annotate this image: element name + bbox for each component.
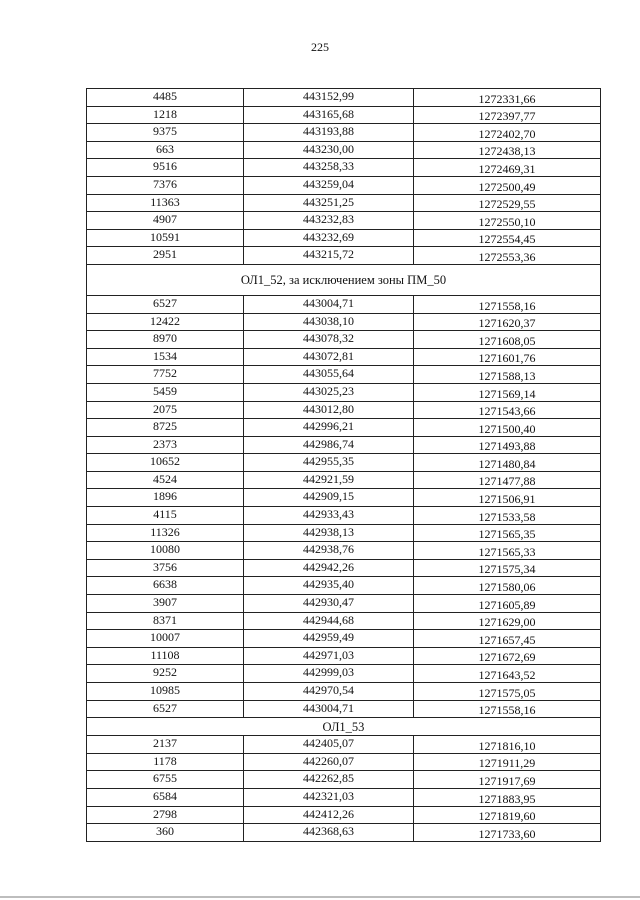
table-row bbox=[87, 788, 601, 806]
y-coordinate-cell: 1272529,55 bbox=[414, 194, 601, 212]
table-row bbox=[87, 454, 601, 472]
x-coordinate-cell: 442999,03 bbox=[244, 665, 414, 683]
x-coordinate-cell: 443259,04 bbox=[244, 176, 414, 194]
table-row bbox=[87, 524, 601, 542]
x-coordinate-cell: 442412,26 bbox=[244, 806, 414, 824]
y-coordinate-cell: 1271565,33 bbox=[414, 542, 601, 560]
table-row bbox=[87, 313, 601, 331]
point-number-cell: 11363 bbox=[87, 194, 244, 212]
table-row bbox=[87, 489, 601, 507]
point-number-cell: 1534 bbox=[87, 348, 244, 366]
y-coordinate-cell: 1271643,52 bbox=[414, 665, 601, 683]
x-coordinate-cell: 442959,49 bbox=[244, 630, 414, 648]
y-coordinate-cell: 1271533,58 bbox=[414, 507, 601, 525]
point-number-cell: 10080 bbox=[87, 542, 244, 560]
x-coordinate-cell: 443038,10 bbox=[244, 313, 414, 331]
x-coordinate-cell: 442944,68 bbox=[244, 612, 414, 630]
table-row bbox=[87, 595, 601, 613]
x-coordinate-cell: 442955,35 bbox=[244, 454, 414, 472]
point-number-cell: 8970 bbox=[87, 331, 244, 349]
x-coordinate-cell: 443004,71 bbox=[244, 700, 414, 718]
point-number-cell: 4907 bbox=[87, 212, 244, 230]
point-number-cell: 12422 bbox=[87, 313, 244, 331]
point-number-cell: 4524 bbox=[87, 471, 244, 489]
x-coordinate-cell: 443055,64 bbox=[244, 366, 414, 384]
y-coordinate-cell: 1272469,31 bbox=[414, 159, 601, 177]
x-coordinate-cell: 443165,68 bbox=[244, 106, 414, 124]
section-header-row bbox=[87, 264, 601, 295]
point-number-cell: 10652 bbox=[87, 454, 244, 472]
x-coordinate-cell: 442935,40 bbox=[244, 577, 414, 595]
coordinates-table-body bbox=[87, 89, 601, 842]
x-coordinate-cell: 443232,69 bbox=[244, 229, 414, 247]
x-coordinate-cell: 443078,32 bbox=[244, 331, 414, 349]
y-coordinate-cell: 1271480,84 bbox=[414, 454, 601, 472]
x-coordinate-cell: 443251,25 bbox=[244, 194, 414, 212]
table-row bbox=[87, 419, 601, 437]
x-coordinate-cell: 443072,81 bbox=[244, 348, 414, 366]
y-coordinate-cell: 1271543,66 bbox=[414, 401, 601, 419]
point-number-cell: 6638 bbox=[87, 577, 244, 595]
point-number-cell: 5459 bbox=[87, 383, 244, 401]
x-coordinate-cell: 443230,00 bbox=[244, 141, 414, 159]
point-number-cell: 2951 bbox=[87, 247, 244, 265]
x-coordinate-cell: 443004,71 bbox=[244, 295, 414, 313]
point-number-cell: 10007 bbox=[87, 630, 244, 648]
y-coordinate-cell: 1272397,77 bbox=[414, 106, 601, 124]
point-number-cell: 3907 bbox=[87, 595, 244, 613]
point-number-cell: 3756 bbox=[87, 559, 244, 577]
point-number-cell: 7376 bbox=[87, 176, 244, 194]
x-coordinate-cell: 442938,13 bbox=[244, 524, 414, 542]
point-number-cell: 8371 bbox=[87, 612, 244, 630]
x-coordinate-cell: 442971,03 bbox=[244, 647, 414, 665]
table-row bbox=[87, 348, 601, 366]
point-number-cell: 10985 bbox=[87, 683, 244, 701]
table-row bbox=[87, 383, 601, 401]
x-coordinate-cell: 442938,76 bbox=[244, 542, 414, 560]
table-row bbox=[87, 331, 601, 349]
y-coordinate-cell: 1271588,13 bbox=[414, 366, 601, 384]
x-coordinate-cell: 442260,07 bbox=[244, 753, 414, 771]
table-row bbox=[87, 771, 601, 789]
point-number-cell: 2373 bbox=[87, 436, 244, 454]
x-coordinate-cell: 442921,59 bbox=[244, 471, 414, 489]
point-number-cell: 1178 bbox=[87, 753, 244, 771]
table-row bbox=[87, 229, 601, 247]
y-coordinate-cell: 1271601,76 bbox=[414, 348, 601, 366]
x-coordinate-cell: 443025,23 bbox=[244, 383, 414, 401]
table-row bbox=[87, 683, 601, 701]
y-coordinate-cell: 1272438,13 bbox=[414, 141, 601, 159]
y-coordinate-cell: 1271558,16 bbox=[414, 295, 601, 313]
x-coordinate-cell: 442405,07 bbox=[244, 736, 414, 754]
table-row bbox=[87, 577, 601, 595]
point-number-cell: 6755 bbox=[87, 771, 244, 789]
y-coordinate-cell: 1271506,91 bbox=[414, 489, 601, 507]
table-row bbox=[87, 366, 601, 384]
point-number-cell: 4115 bbox=[87, 507, 244, 525]
x-coordinate-cell: 442909,15 bbox=[244, 489, 414, 507]
x-coordinate-cell: 442321,03 bbox=[244, 788, 414, 806]
y-coordinate-cell: 1272500,49 bbox=[414, 176, 601, 194]
y-coordinate-cell: 1272402,70 bbox=[414, 124, 601, 142]
y-coordinate-cell: 1271883,95 bbox=[414, 788, 601, 806]
x-coordinate-cell: 443232,83 bbox=[244, 212, 414, 230]
point-number-cell: 11108 bbox=[87, 647, 244, 665]
table-row bbox=[87, 141, 601, 159]
point-number-cell: 2798 bbox=[87, 806, 244, 824]
table-row bbox=[87, 176, 601, 194]
y-coordinate-cell: 1271657,45 bbox=[414, 630, 601, 648]
point-number-cell: 9516 bbox=[87, 159, 244, 177]
point-number-cell: 1896 bbox=[87, 489, 244, 507]
table-row bbox=[87, 89, 601, 107]
table-row bbox=[87, 124, 601, 142]
x-coordinate-cell: 443012,80 bbox=[244, 401, 414, 419]
point-number-cell: 4485 bbox=[87, 89, 244, 107]
y-coordinate-cell: 1271500,40 bbox=[414, 419, 601, 437]
x-coordinate-cell: 442262,85 bbox=[244, 771, 414, 789]
section-title: ОЛ1_52, за исключением зоны ПМ_50 bbox=[87, 264, 601, 295]
x-coordinate-cell: 443193,88 bbox=[244, 124, 414, 142]
section-title: ОЛ1_53 bbox=[87, 718, 601, 736]
y-coordinate-cell: 1271558,16 bbox=[414, 700, 601, 718]
x-coordinate-cell: 442986,74 bbox=[244, 436, 414, 454]
y-coordinate-cell: 1272331,66 bbox=[414, 89, 601, 107]
page-number: 225 bbox=[311, 40, 329, 54]
coordinates-table bbox=[86, 88, 601, 842]
table-row bbox=[87, 824, 601, 842]
y-coordinate-cell: 1271816,10 bbox=[414, 736, 601, 754]
y-coordinate-cell: 1271605,89 bbox=[414, 595, 601, 613]
table-row bbox=[87, 559, 601, 577]
table-row bbox=[87, 159, 601, 177]
y-coordinate-cell: 1271819,60 bbox=[414, 806, 601, 824]
table-row bbox=[87, 401, 601, 419]
table-row bbox=[87, 507, 601, 525]
y-coordinate-cell: 1272554,45 bbox=[414, 229, 601, 247]
point-number-cell: 663 bbox=[87, 141, 244, 159]
point-number-cell: 6584 bbox=[87, 788, 244, 806]
table-row bbox=[87, 106, 601, 124]
y-coordinate-cell: 1271620,37 bbox=[414, 313, 601, 331]
point-number-cell: 10591 bbox=[87, 229, 244, 247]
x-coordinate-cell: 443258,33 bbox=[244, 159, 414, 177]
y-coordinate-cell: 1271477,88 bbox=[414, 471, 601, 489]
y-coordinate-cell: 1271575,34 bbox=[414, 559, 601, 577]
point-number-cell: 9375 bbox=[87, 124, 244, 142]
table-row bbox=[87, 753, 601, 771]
y-coordinate-cell: 1271565,35 bbox=[414, 524, 601, 542]
point-number-cell: 1218 bbox=[87, 106, 244, 124]
y-coordinate-cell: 1271629,00 bbox=[414, 612, 601, 630]
y-coordinate-cell: 1271580,06 bbox=[414, 577, 601, 595]
y-coordinate-cell: 1271569,14 bbox=[414, 383, 601, 401]
table-row bbox=[87, 212, 601, 230]
table-row bbox=[87, 436, 601, 454]
section-header-row bbox=[87, 718, 601, 736]
y-coordinate-cell: 1272553,36 bbox=[414, 247, 601, 265]
table-row bbox=[87, 806, 601, 824]
table-row bbox=[87, 647, 601, 665]
x-coordinate-cell: 443215,72 bbox=[244, 247, 414, 265]
y-coordinate-cell: 1271733,60 bbox=[414, 824, 601, 842]
point-number-cell: 2137 bbox=[87, 736, 244, 754]
table-row bbox=[87, 665, 601, 683]
point-number-cell: 6527 bbox=[87, 700, 244, 718]
table-row bbox=[87, 612, 601, 630]
x-coordinate-cell: 442996,21 bbox=[244, 419, 414, 437]
y-coordinate-cell: 1271493,88 bbox=[414, 436, 601, 454]
table-row bbox=[87, 700, 601, 718]
table-row bbox=[87, 247, 601, 265]
point-number-cell: 8725 bbox=[87, 419, 244, 437]
point-number-cell: 6527 bbox=[87, 295, 244, 313]
point-number-cell: 2075 bbox=[87, 401, 244, 419]
point-number-cell: 9252 bbox=[87, 665, 244, 683]
table-row bbox=[87, 194, 601, 212]
x-coordinate-cell: 443152,99 bbox=[244, 89, 414, 107]
y-coordinate-cell: 1271911,29 bbox=[414, 753, 601, 771]
point-number-cell: 11326 bbox=[87, 524, 244, 542]
table-row bbox=[87, 736, 601, 754]
scan-edge-line bbox=[0, 896, 640, 898]
x-coordinate-cell: 442368,63 bbox=[244, 824, 414, 842]
y-coordinate-cell: 1271608,05 bbox=[414, 331, 601, 349]
y-coordinate-cell: 1271575,05 bbox=[414, 683, 601, 701]
y-coordinate-cell: 1271917,69 bbox=[414, 771, 601, 789]
point-number-cell: 7752 bbox=[87, 366, 244, 384]
y-coordinate-cell: 1271672,69 bbox=[414, 647, 601, 665]
table-row bbox=[87, 471, 601, 489]
x-coordinate-cell: 442933,43 bbox=[244, 507, 414, 525]
y-coordinate-cell: 1272550,10 bbox=[414, 212, 601, 230]
point-number-cell: 360 bbox=[87, 824, 244, 842]
table-row bbox=[87, 542, 601, 560]
x-coordinate-cell: 442970,54 bbox=[244, 683, 414, 701]
table-row bbox=[87, 295, 601, 313]
table-row bbox=[87, 630, 601, 648]
x-coordinate-cell: 442942,26 bbox=[244, 559, 414, 577]
x-coordinate-cell: 442930,47 bbox=[244, 595, 414, 613]
